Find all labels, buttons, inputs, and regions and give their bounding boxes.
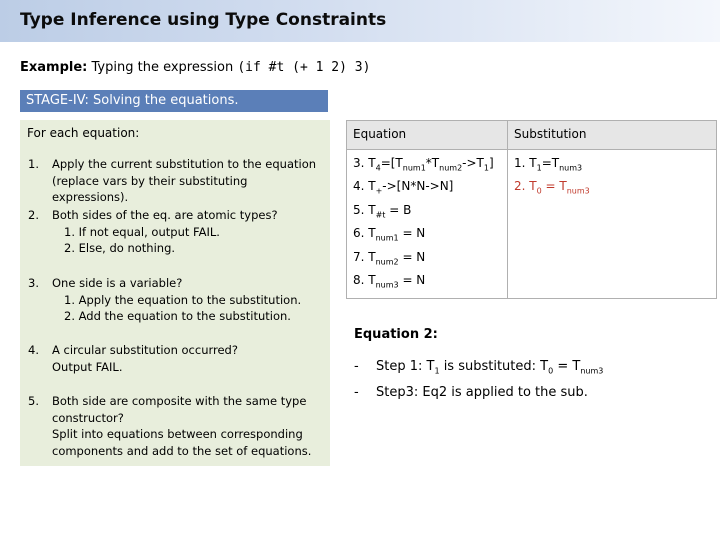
substitution-item: 1. $T_1=T_{num3}$ xyxy=(514,156,583,173)
slide-title: Type Inference using Type Constraints xyxy=(20,10,387,30)
step-subline: 2. Add the equation to the substitution. xyxy=(64,309,291,323)
equation-list-cell xyxy=(347,150,508,299)
substitution-item-new: 2. $T_0 = T_{num3}$ xyxy=(514,179,590,196)
example-line xyxy=(20,60,370,75)
substitution-column-header: Substitution xyxy=(508,121,717,150)
equation-item: 4. $T_+->[N*N->N]$ xyxy=(353,179,454,196)
step-line: A circular substitution occurred? xyxy=(52,343,238,357)
step-number: 4. xyxy=(28,343,39,357)
step-line: components and add to the set of equations. xyxy=(52,443,312,458)
step-number: 3. xyxy=(28,276,39,290)
step-line: constructor? xyxy=(52,410,124,425)
equation-item: 8. $T_{num3} = N$ xyxy=(353,272,426,290)
step-line: Output FAIL. xyxy=(52,359,123,374)
equation2-title: Equation 2: xyxy=(354,327,438,342)
equation-item: 5. $T_{\#t} = B$ xyxy=(353,202,412,220)
equation-column-header: Equation xyxy=(347,121,508,150)
step-line: One side is a variable? xyxy=(52,276,183,290)
step-line: Both side are composite with the same type xyxy=(52,394,307,408)
equations-table xyxy=(346,120,717,299)
bullet-dash: - xyxy=(354,359,359,374)
stage-banner: STAGE-IV: Solving the equations. xyxy=(20,90,328,112)
step-number: 2. xyxy=(28,208,39,222)
equation2-step xyxy=(354,359,603,376)
equation2-step xyxy=(354,385,588,400)
equation-item: 7. $T_{num2} = N$ xyxy=(353,249,426,266)
step-subline: 2. Else, do nothing. xyxy=(64,241,176,255)
example-label: Example: xyxy=(20,60,88,75)
equation-item: 3. $T_4=[T_{num1}*T_{num2}->T_1]$ xyxy=(353,156,494,173)
substitution-list-cell xyxy=(508,150,717,299)
step-number: 5. xyxy=(28,394,39,408)
equation-item: 6. $T_{num1} = N$ xyxy=(353,226,426,243)
step-line: Split into equations between corresponding xyxy=(52,427,303,441)
step-subline: 1. If not equal, output FAIL. xyxy=(64,224,220,239)
step-line: Apply the current substitution to the equation xyxy=(52,157,317,171)
example-code: (if #t (+ 1 2) 3) xyxy=(237,60,371,75)
example-text: Typing the expression xyxy=(91,60,234,75)
slide-header xyxy=(0,0,720,42)
algorithm-intro: For each equation: xyxy=(27,126,140,140)
step-line: (replace vars by their substituting expressions). xyxy=(52,173,248,204)
step-number: 1. xyxy=(28,157,39,171)
algorithm-panel xyxy=(20,120,330,466)
step-line: Both sides of the eq. are atomic types? xyxy=(52,208,278,222)
equation2-step-text: Step3: Eq2 is applied to the sub. xyxy=(376,385,588,400)
step-subline: 1. Apply the equation to the substitution. xyxy=(64,292,302,307)
equation2-step-text: Step 1: $T_1$ is substituted: $T_0 = T_{num3}$ xyxy=(376,359,604,376)
bullet-dash: - xyxy=(354,385,359,400)
